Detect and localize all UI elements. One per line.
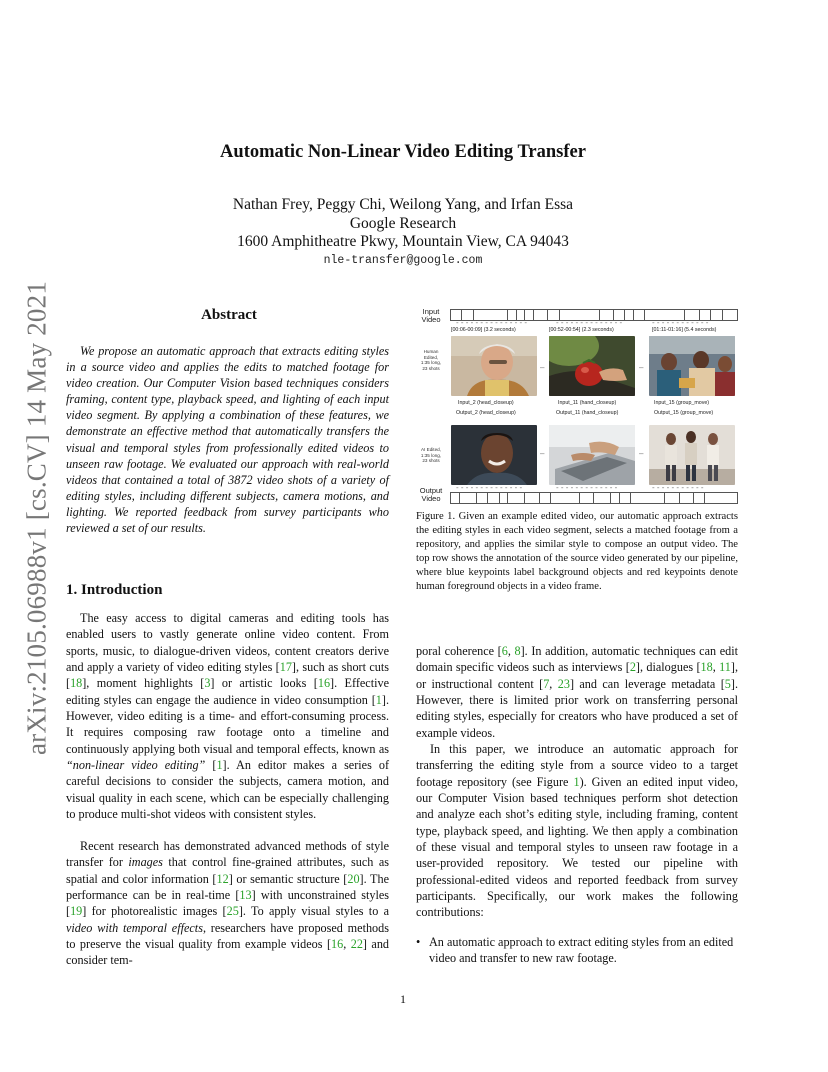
citation-link[interactable]: 20 xyxy=(347,871,360,886)
ai-edited-label: AI Edited, 1:35 long, 23 shots xyxy=(420,447,442,463)
input-thumbnail-head-closeup xyxy=(451,336,537,396)
citation-link[interactable]: 1 xyxy=(216,758,223,773)
list-item: • An automatic approach to extract editing styles from an edited video and transfer to new raw footage. xyxy=(416,934,738,967)
page-number: 1 xyxy=(400,992,406,1006)
address: 1600 Amphitheatre Pkwy, Mountain View, CA 94043 xyxy=(237,233,569,250)
output-thumbnail-hand-closeup xyxy=(549,425,635,485)
segment-connector: - - - - - - - - - - - - - - xyxy=(556,318,623,327)
citation-link[interactable]: 23 xyxy=(557,676,570,691)
citation-link[interactable]: 7 xyxy=(543,676,550,691)
intro-paragraph-2: Recent research has demonstrated advanced methods of style transfer for images that control fine-grained attributes, such as spatial and color information [12] or semantic structure [20]. The performance can be in real-time [13] with unconstrained styles [19] for photorealistic images [25]. To apply visual styles to a video with temporal effects, researchers have proposed methods to preserve the visual quality from example videos [16, 22] and consider tem- xyxy=(66,839,390,968)
col2-paragraph-1: poral coherence [6, 8]. In addition, automatic techniques can edit domain specific videos such as interviews [2], dialogues [18, 11], or instructional content [7, 23] and can leverage metadata [5]. However, there is limited prior work on transferring personal editing styles, especially for creators who have produced a set of example videos. xyxy=(416,644,739,740)
citation-link[interactable]: 8 xyxy=(514,644,521,658)
input-caption: Input_11 (hand_closeup) xyxy=(558,400,617,406)
citation-link[interactable]: 18 xyxy=(700,660,713,675)
input-thumbnail-hand-closeup xyxy=(549,336,635,396)
citation-link[interactable]: 16 xyxy=(317,676,331,691)
arxiv-id-text: arXiv:2105.06988v1 [cs.CV] 14 May 2021 xyxy=(21,280,52,756)
abstract-heading: Abstract xyxy=(201,307,257,323)
output-video-label: Output Video xyxy=(419,486,443,503)
citation-link[interactable]: 19 xyxy=(70,904,83,919)
segment-label: [00:52-00:54] (2.3 seconds) xyxy=(549,327,614,333)
output-thumbnail-head-closeup xyxy=(451,425,537,485)
author-block xyxy=(0,196,806,252)
segment-connector: - - - - - - - - - - - - xyxy=(652,318,709,327)
contributions-list xyxy=(416,934,738,967)
human-edited-label: Human Edited, 1:35 long, 23 shots xyxy=(420,349,442,371)
intro-paragraph-1: The easy access to digital cameras and editing tools has enabled users to vastly generate online video content. From sports, music, to dialogue-driven videos, content creators derive and apply a variety of video editing styles [17], such as short cuts [18], moment highlights [3] or artistic looks [16]. Effective editing styles can engage the audience in video consumption [1]. However, video editing is a time- and effort-consuming process. It requires composing raw footage onto a timeline and continuously applying both visual and temporal effects, known as “non-linear video editing” [1]. An editor makes a series of careful decisions to consider the subjects, camera motion, and visual quality in each scene, which can be especially challenging to produce multi-shot videos with consistent styles. xyxy=(66,611,390,822)
segment-connector: - - - - - - - - - - - - - - - xyxy=(456,318,528,327)
citation-link[interactable]: 25 xyxy=(226,904,239,919)
group-reading-image xyxy=(649,336,735,396)
input-caption: Input_15 (group_move) xyxy=(654,400,710,406)
citation-link[interactable]: 22 xyxy=(350,937,363,952)
citation-link[interactable]: 16 xyxy=(331,937,344,952)
citation-link[interactable]: 11 xyxy=(719,660,731,675)
abstract-text: We propose an automatic approach that extracts editing styles in a source video and applies the edits to matched footage for video creation. Our Computer Vision based techniques considers framing, content type, playback speed, and lighting of each input video segment. By applying a combination of these features, we demonstrate an effective method that automatically transfers the visual and temporal styles from professionally edited videos to unseen raw footage. We evaluated our approach with real-world videos that contained a total of 3872 video shots of a variety of editing styles, including different subjects, camera motions, and lighting. We reported feedback from survey participants who reviewed a set of our results. xyxy=(66,344,389,536)
segment-label: [00:06-00:09] (3.2 seconds) xyxy=(451,327,516,333)
hands-laptop-image xyxy=(549,425,635,485)
arxiv-sidebar-id xyxy=(17,278,57,758)
section-heading-introduction: 1. Introduction xyxy=(66,582,163,598)
figure-1-caption: Figure 1. Given an example edited video, our automatic approach extracts the editing styles in each video segment, selects a matched footage from a repository, and applies the similar style to compose an output video. The top row shows the annotation of the source video generated by our pipeline, where blue keypoints label background objects and red keypoints denote human foreground objects in a video frame. xyxy=(416,511,738,593)
output-caption: Output_2 (head_closeup) xyxy=(456,410,516,416)
col2-paragraph-2: In this paper, we introduce an automatic approach for transferring the editing style from a source video to a target footage repository (see Figure 1). Given an edited input video, our Computer Vision based techniques perform shot detection and analyze each shot’s editing style, including framing, content type, playback speed, and lighting. We then apply a combination of these visual and temporal styles to unseen raw footage in a user-provided repository. We tested our pipeline with professional-edited videos and reported feedback from survey participants. Specifically, our work makes the following contributions: xyxy=(416,742,738,920)
output-caption: Output_11 (hand_closeup) xyxy=(556,410,619,416)
input-video-label: Input Video xyxy=(421,307,441,324)
input-thumbnail-group-move xyxy=(649,336,735,396)
authors: Nathan Frey, Peggy Chi, Weilong Yang, and Irfan Essa xyxy=(232,196,574,213)
citation-link[interactable]: 17 xyxy=(279,660,292,675)
segment-label: [01:11-01:16] (5.4 seconds) xyxy=(652,327,717,333)
figure-reference-link[interactable]: 1 xyxy=(573,774,580,789)
contact-email[interactable]: nle-transfer@google.com xyxy=(323,254,483,267)
citation-link[interactable]: 13 xyxy=(239,888,252,903)
output-timeline xyxy=(450,492,738,504)
citation-link[interactable]: 18 xyxy=(70,676,83,691)
output-thumbnail-group-move xyxy=(649,425,735,485)
citation-link[interactable]: 5 xyxy=(724,676,731,691)
input-caption: Input_2 (head_closeup) xyxy=(458,400,514,406)
tomato-hand-image xyxy=(549,336,635,396)
citation-link[interactable]: 12 xyxy=(216,871,229,886)
walking-group-image xyxy=(649,425,735,485)
output-caption: Output_15 (group_move) xyxy=(654,410,714,416)
citation-link[interactable]: 6 xyxy=(501,644,508,658)
citation-link[interactable]: 1 xyxy=(375,692,382,707)
chef-closeup-image xyxy=(451,336,537,396)
figure-1: Input Video - - - - - - - - - - - - - - - - - - - - - - - - - - - - - - - - - - - - - - - - - [00:06-00:09] (3.2 seconds) [00:52-00:54] (2.3 seconds) [01:11-01:16] (5.4 seconds) Human Edited, 1:35 long, 23 shots – – Input_2 (head_closeup) Input_11 (hand_closeup) Input_15 (group_move) Output_2 (head_closeup) Output_11 (hand_closeup) Output_15 (group_move) AI Edited, 1:35 long, 23 shots – – - - - - - - - - - - - - - - - - - - - - - - - - - - - - - - - - - - - - - - Output Video xyxy=(416,303,738,508)
affiliation: Google Research xyxy=(349,214,457,232)
citation-link[interactable]: 2 xyxy=(629,660,636,675)
citation-link[interactable]: 3 xyxy=(204,676,211,691)
paper-title: Automatic Non-Linear Video Editing Transfer xyxy=(220,142,586,162)
smiling-man-image xyxy=(451,425,537,485)
